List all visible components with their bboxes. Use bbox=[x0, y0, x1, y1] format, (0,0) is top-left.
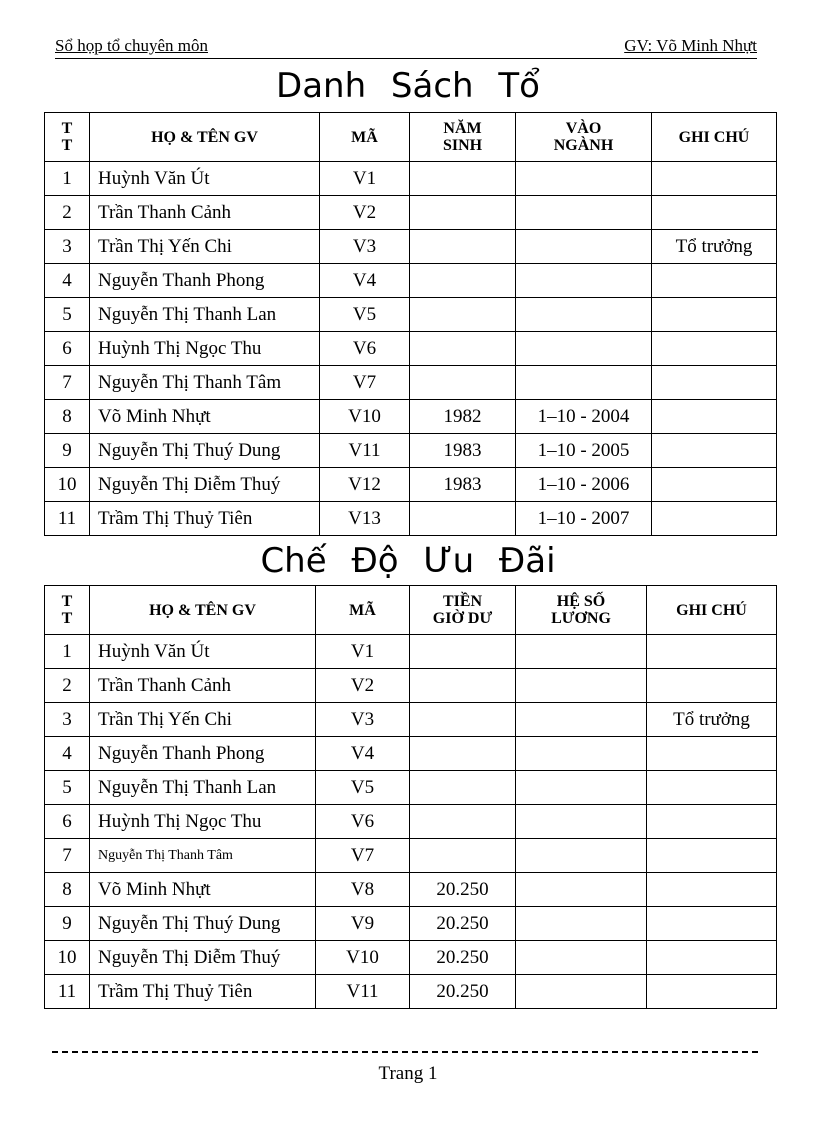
header-col4: TIỀN GIỜ DƯ bbox=[410, 586, 516, 635]
header-code: MÃ bbox=[320, 113, 410, 162]
cell-note bbox=[647, 839, 777, 873]
cell-code: V6 bbox=[320, 332, 410, 366]
cell-code: V4 bbox=[316, 737, 410, 771]
cell-name: Huỳnh Văn Út bbox=[90, 635, 316, 669]
cell-col5: 1–10 - 2006 bbox=[516, 468, 652, 502]
cell-col5 bbox=[516, 196, 652, 230]
cell-name: Võ Minh Nhựt bbox=[90, 400, 320, 434]
cell-col4: 20.250 bbox=[410, 975, 516, 1009]
table-row bbox=[45, 230, 777, 264]
cell-name: Trầm Thị Thuỷ Tiên bbox=[90, 975, 316, 1009]
cell-name: Huỳnh Thị Ngọc Thu bbox=[90, 805, 316, 839]
header-tt: T T bbox=[45, 586, 90, 635]
table-row bbox=[45, 366, 777, 400]
cell-name: Nguyễn Thị Thanh Lan bbox=[90, 298, 320, 332]
cell-col5 bbox=[516, 669, 647, 703]
cell-note bbox=[652, 298, 777, 332]
cell-note bbox=[652, 400, 777, 434]
cell-code: V7 bbox=[320, 366, 410, 400]
cell-col4 bbox=[410, 264, 516, 298]
header-note: GHI CHÚ bbox=[647, 586, 777, 635]
cell-tt: 8 bbox=[45, 400, 90, 434]
cell-name: Nguyễn Thị Thanh Tâm bbox=[90, 366, 320, 400]
cell-tt: 5 bbox=[45, 298, 90, 332]
cell-name: Nguyễn Thị Thuý Dung bbox=[90, 434, 320, 468]
header-tt: T T bbox=[45, 113, 90, 162]
cell-code: V2 bbox=[316, 669, 410, 703]
cell-note bbox=[647, 635, 777, 669]
cell-tt: 11 bbox=[45, 502, 90, 536]
cell-col4 bbox=[410, 839, 516, 873]
cell-note bbox=[652, 196, 777, 230]
cell-note: Tổ trưởng bbox=[647, 703, 777, 737]
cell-note bbox=[647, 873, 777, 907]
cell-col4 bbox=[410, 737, 516, 771]
cell-note bbox=[647, 907, 777, 941]
cell-code: V11 bbox=[316, 975, 410, 1009]
cell-code: V7 bbox=[316, 839, 410, 873]
cell-col5 bbox=[516, 703, 647, 737]
table-row bbox=[45, 162, 777, 196]
header-name: HỌ & TÊN GV bbox=[90, 113, 320, 162]
cell-col4 bbox=[410, 805, 516, 839]
cell-code: V1 bbox=[316, 635, 410, 669]
cell-col4 bbox=[410, 298, 516, 332]
cell-tt: 2 bbox=[45, 669, 90, 703]
cell-code: V5 bbox=[320, 298, 410, 332]
cell-col5: 1–10 - 2005 bbox=[516, 434, 652, 468]
cell-code: V9 bbox=[316, 907, 410, 941]
cell-tt: 9 bbox=[45, 907, 90, 941]
cell-col5 bbox=[516, 975, 647, 1009]
cell-note bbox=[647, 737, 777, 771]
page-header bbox=[55, 36, 757, 59]
table-row bbox=[45, 332, 777, 366]
cell-code: V5 bbox=[316, 771, 410, 805]
cell-name: Trần Thanh Cảnh bbox=[90, 196, 320, 230]
cell-col5 bbox=[516, 635, 647, 669]
cell-code: V1 bbox=[320, 162, 410, 196]
cell-name: Huỳnh Văn Út bbox=[90, 162, 320, 196]
table-row bbox=[45, 941, 777, 975]
cell-code: V6 bbox=[316, 805, 410, 839]
cell-tt: 4 bbox=[45, 737, 90, 771]
cell-col5 bbox=[516, 230, 652, 264]
cell-name: Nguyễn Thị Diễm Thuý bbox=[90, 468, 320, 502]
cell-col5 bbox=[516, 162, 652, 196]
cell-tt: 3 bbox=[45, 703, 90, 737]
table-row bbox=[45, 298, 777, 332]
cell-code: V2 bbox=[320, 196, 410, 230]
cell-col5 bbox=[516, 264, 652, 298]
cell-note bbox=[652, 502, 777, 536]
table2-title: Chế Độ Ưu Đãi bbox=[260, 541, 556, 581]
table-row bbox=[45, 975, 777, 1009]
cell-col5 bbox=[516, 839, 647, 873]
header-col4: NĂM SINH bbox=[410, 113, 516, 162]
header-name: HỌ & TÊN GV bbox=[90, 586, 316, 635]
footer-divider bbox=[52, 1051, 758, 1053]
cell-name: Nguyễn Thanh Phong bbox=[90, 737, 316, 771]
cell-code: V13 bbox=[320, 502, 410, 536]
cell-note bbox=[652, 162, 777, 196]
cell-tt: 2 bbox=[45, 196, 90, 230]
cell-tt: 3 bbox=[45, 230, 90, 264]
table-row bbox=[45, 434, 777, 468]
cell-note bbox=[647, 975, 777, 1009]
cell-code: V3 bbox=[320, 230, 410, 264]
cell-note bbox=[647, 941, 777, 975]
cell-note bbox=[647, 771, 777, 805]
cell-name: Nguyễn Thị Thanh Lan bbox=[90, 771, 316, 805]
cell-col5 bbox=[516, 298, 652, 332]
cell-tt: 7 bbox=[45, 839, 90, 873]
cell-col5 bbox=[516, 737, 647, 771]
cell-col5 bbox=[516, 366, 652, 400]
cell-tt: 9 bbox=[45, 434, 90, 468]
cell-col4 bbox=[410, 332, 516, 366]
cell-tt: 5 bbox=[45, 771, 90, 805]
cell-tt: 4 bbox=[45, 264, 90, 298]
cell-code: V4 bbox=[320, 264, 410, 298]
staff-list-table bbox=[44, 112, 777, 536]
cell-col5 bbox=[516, 941, 647, 975]
cell-name: Trần Thị Yến Chi bbox=[90, 703, 316, 737]
page-number: Trang 1 bbox=[378, 1063, 438, 1084]
cell-tt: 8 bbox=[45, 873, 90, 907]
table-row bbox=[45, 400, 777, 434]
cell-tt: 11 bbox=[45, 975, 90, 1009]
cell-note bbox=[647, 805, 777, 839]
allowance-table bbox=[44, 585, 777, 1009]
cell-note: Tổ trưởng bbox=[652, 230, 777, 264]
table-row bbox=[45, 737, 777, 771]
cell-code: V11 bbox=[320, 434, 410, 468]
cell-code: V3 bbox=[316, 703, 410, 737]
table-row bbox=[45, 468, 777, 502]
header-right-text: GV: Võ Minh Nhựt bbox=[624, 36, 757, 55]
cell-note bbox=[647, 669, 777, 703]
cell-col4: 20.250 bbox=[410, 941, 516, 975]
cell-col4 bbox=[410, 703, 516, 737]
cell-name: Trần Thị Yến Chi bbox=[90, 230, 320, 264]
cell-col4: 1983 bbox=[410, 468, 516, 502]
header-note: GHI CHÚ bbox=[652, 113, 777, 162]
header-left-text: Sổ họp tổ chuyên môn bbox=[55, 36, 208, 55]
cell-col4: 1983 bbox=[410, 434, 516, 468]
cell-code: V8 bbox=[316, 873, 410, 907]
table-row bbox=[45, 264, 777, 298]
cell-name: Nguyễn Thị Thuý Dung bbox=[90, 907, 316, 941]
cell-col5 bbox=[516, 332, 652, 366]
cell-col5: 1–10 - 2004 bbox=[516, 400, 652, 434]
table-row bbox=[45, 635, 777, 669]
cell-code: V10 bbox=[316, 941, 410, 975]
cell-note bbox=[652, 468, 777, 502]
cell-col4 bbox=[410, 196, 516, 230]
cell-col5 bbox=[516, 873, 647, 907]
header-col5: VÀO NGÀNH bbox=[516, 113, 652, 162]
table-row bbox=[45, 669, 777, 703]
cell-name: Nguyễn Thị Diễm Thuý bbox=[90, 941, 316, 975]
cell-col5 bbox=[516, 805, 647, 839]
cell-name: Nguyễn Thanh Phong bbox=[90, 264, 320, 298]
cell-col4 bbox=[410, 162, 516, 196]
cell-tt: 7 bbox=[45, 366, 90, 400]
table-row bbox=[45, 703, 777, 737]
cell-note bbox=[652, 434, 777, 468]
header-code: MÃ bbox=[316, 586, 410, 635]
table-row bbox=[45, 805, 777, 839]
cell-code: V10 bbox=[320, 400, 410, 434]
cell-name: Nguyễn Thị Thanh Tâm bbox=[90, 839, 316, 873]
cell-tt: 1 bbox=[45, 635, 90, 669]
cell-tt: 10 bbox=[45, 941, 90, 975]
cell-note bbox=[652, 366, 777, 400]
cell-col5: 1–10 - 2007 bbox=[516, 502, 652, 536]
table-row bbox=[45, 502, 777, 536]
cell-col5 bbox=[516, 771, 647, 805]
cell-note bbox=[652, 264, 777, 298]
table-row bbox=[45, 771, 777, 805]
cell-col4 bbox=[410, 635, 516, 669]
cell-name: Huỳnh Thị Ngọc Thu bbox=[90, 332, 320, 366]
table-row bbox=[45, 907, 777, 941]
cell-tt: 6 bbox=[45, 805, 90, 839]
cell-col5 bbox=[516, 907, 647, 941]
cell-col4 bbox=[410, 366, 516, 400]
table-row bbox=[45, 196, 777, 230]
cell-tt: 6 bbox=[45, 332, 90, 366]
cell-col4: 20.250 bbox=[410, 907, 516, 941]
cell-col4 bbox=[410, 502, 516, 536]
table-header-row bbox=[45, 113, 777, 162]
cell-tt: 10 bbox=[45, 468, 90, 502]
table-row bbox=[45, 839, 777, 873]
cell-col4: 20.250 bbox=[410, 873, 516, 907]
cell-col4 bbox=[410, 230, 516, 264]
cell-name: Trầm Thị Thuỷ Tiên bbox=[90, 502, 320, 536]
cell-col4 bbox=[410, 771, 516, 805]
cell-col4 bbox=[410, 669, 516, 703]
table-header-row bbox=[45, 586, 777, 635]
header-col5: HỆ SỐ LƯƠNG bbox=[516, 586, 647, 635]
cell-note bbox=[652, 332, 777, 366]
cell-col4: 1982 bbox=[410, 400, 516, 434]
table-row bbox=[45, 873, 777, 907]
cell-tt: 1 bbox=[45, 162, 90, 196]
cell-name: Võ Minh Nhựt bbox=[90, 873, 316, 907]
cell-code: V12 bbox=[320, 468, 410, 502]
cell-name: Trần Thanh Cảnh bbox=[90, 669, 316, 703]
table1-title: Danh Sách Tổ bbox=[276, 66, 540, 106]
